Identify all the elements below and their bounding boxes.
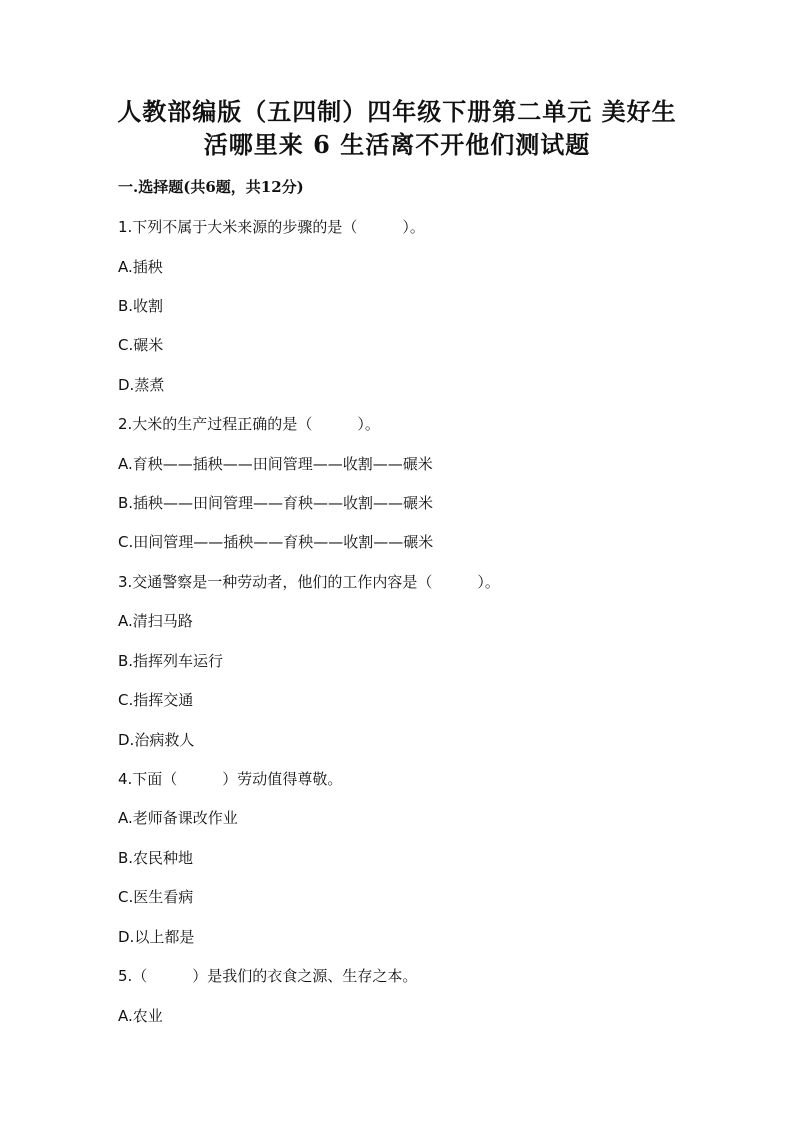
- question-5-stem: 5.（ ）是我们的衣食之源、生存之本。: [118, 967, 418, 985]
- question-1-option-b: B.收割: [118, 297, 164, 315]
- question-1-option-c: C.碾米: [118, 336, 164, 354]
- question-4-option-a: A.老师备课改作业: [118, 809, 238, 827]
- question-4-option-b: B.农民种地: [118, 849, 194, 867]
- question-1-stem: 1.下列不属于大米来源的步骤的是（ ）。: [118, 218, 425, 236]
- question-2-option-c: C.田间管理——插秧——育秧——收割——碾米: [118, 533, 434, 551]
- question-4-option-c: C.医生看病: [118, 888, 194, 906]
- question-1-option-d: D.蒸煮: [118, 376, 165, 394]
- question-3-option-a: A.清扫马路: [118, 612, 193, 630]
- question-1-option-a: A.插秧: [118, 258, 163, 276]
- document-title-line-1: 人教部编版（五四制）四年级下册第二单元 美好生: [117, 97, 677, 126]
- question-2-option-a: A.育秧——插秧——田间管理——收割——碾米: [118, 455, 433, 473]
- question-3-stem: 3.交通警察是一种劳动者，他们的工作内容是（ ）。: [118, 573, 500, 591]
- question-4-stem: 4.下面（ ）劳动值得尊敬。: [118, 770, 343, 788]
- question-2-stem: 2.大米的生产过程正确的是（ ）。: [118, 415, 380, 433]
- question-3-option-b: B.指挥列车运行: [118, 652, 224, 670]
- question-4-option-d: D.以上都是: [118, 928, 195, 946]
- question-2-option-b: B.插秧——田间管理——育秧——收割——碾米: [118, 494, 434, 512]
- question-5-option-a: A.农业: [118, 1007, 163, 1025]
- section-heading: 一.选择题(共6题，共12分): [118, 178, 304, 196]
- document-title-line-2: 活哪里来 6 生活离不开他们测试题: [203, 130, 591, 159]
- question-3-option-d: D.治病救人: [118, 731, 195, 749]
- question-3-option-c: C.指挥交通: [118, 691, 194, 709]
